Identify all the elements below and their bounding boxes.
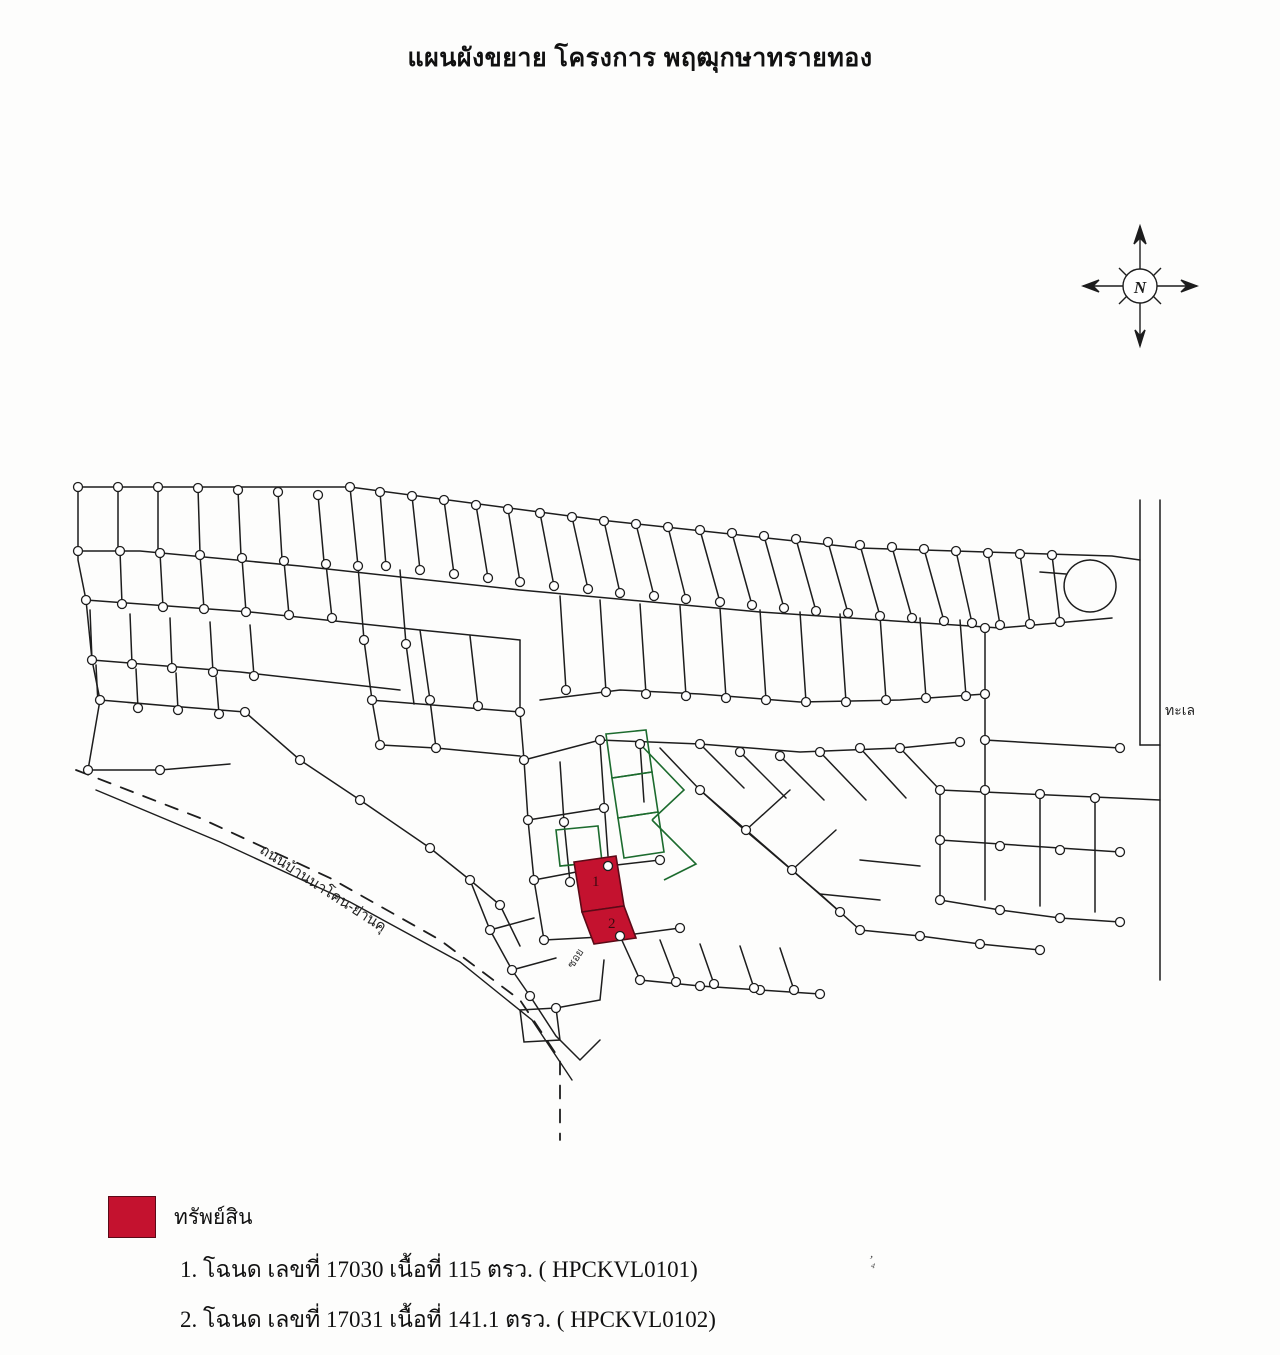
main-road-label: ถนนบ้านนาโคน-ย่านคุ <box>256 841 390 936</box>
compass-north-letter: N <box>1133 278 1147 297</box>
legend-title: ทรัพย์สิน <box>174 1205 253 1229</box>
compass-rose <box>1075 218 1205 353</box>
legend <box>108 1196 1108 1338</box>
sea-label: ทะเล <box>1165 702 1196 718</box>
parcel-1-number: 1 <box>592 874 600 890</box>
minor-road-label: ซอย <box>565 946 587 971</box>
legend-item-2: 2. โฉนด เลขที่ 17031 เนื้อที่ 141.1 ตรว. ( HPCKVL0102) <box>180 1307 716 1332</box>
parcel-2-number: 2 <box>608 916 616 932</box>
legend-color-swatch <box>108 1196 156 1238</box>
legend-header <box>108 1196 1108 1238</box>
stray-pen-mark: ʼ₄ <box>865 1251 880 1270</box>
page-title: แผนผังขยาย โครงการ พฤฒุกษาทรายทอง <box>407 44 873 72</box>
legend-item-1: 1. โฉนด เลขที่ 17030 เนื้อที่ 115 ตรว. ( HPCKVL0101) <box>180 1257 698 1282</box>
